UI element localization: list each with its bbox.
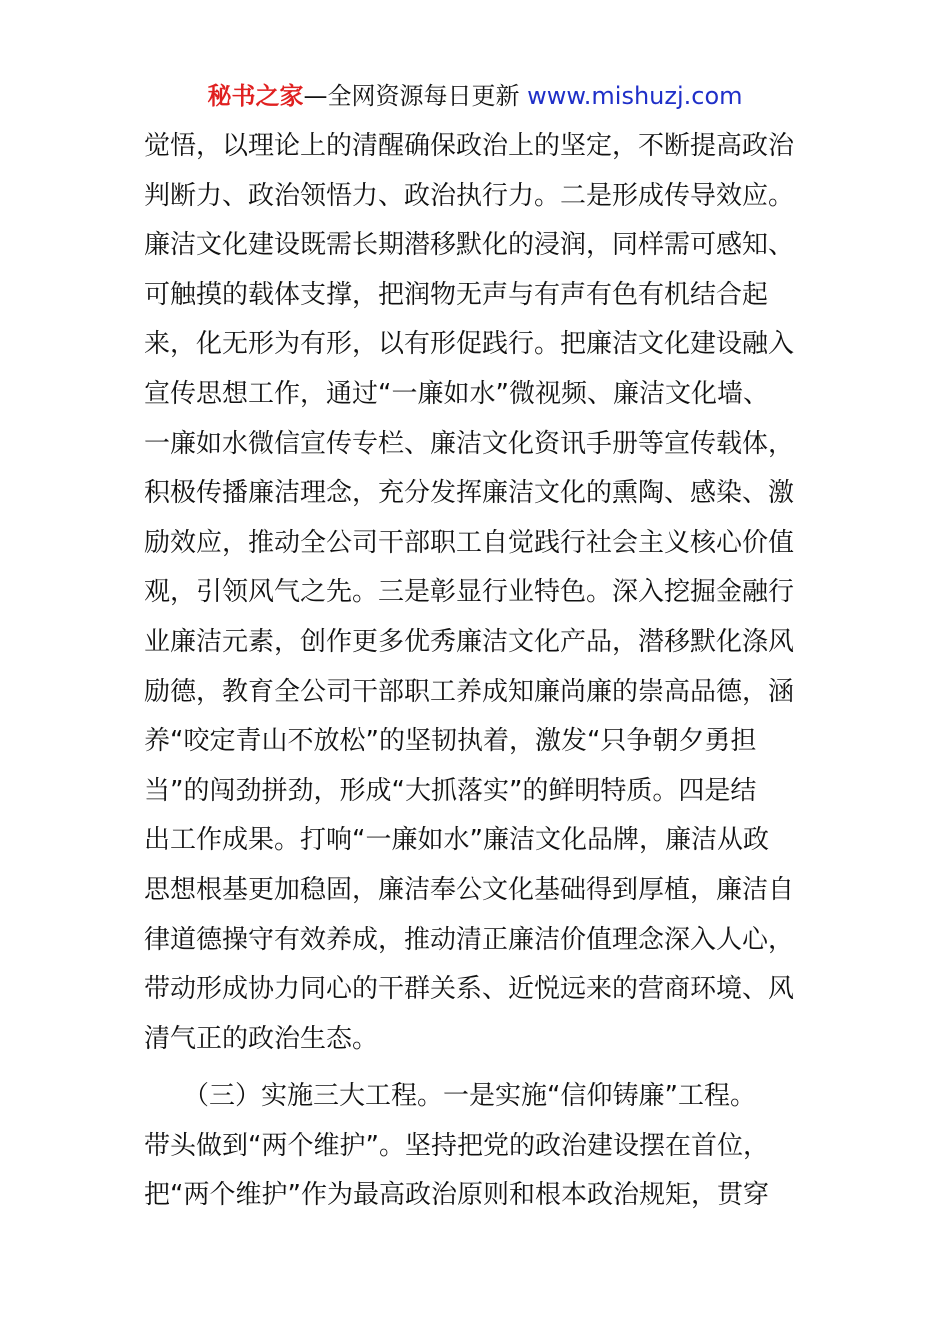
text-line: 出工作成果。打响“一廉如水”廉洁文化品牌，廉洁从政 [144,825,769,856]
text-line: 一廉如水微信宣传专栏、廉洁文化资讯手册等宣传载体， [144,428,795,459]
header-tagline: —全网资源每日更新 [303,82,520,110]
text-line: 思想根基更加稳固，廉洁奉公文化基础得到厚植，廉洁自 [144,874,795,905]
text-line: 觉悟，以理论上的清醒确保政治上的坚定，不断提高政治 [144,131,795,161]
text-line: 观，引领风气之先。三是彰显行业特色。深入挖掘金融行 [144,577,795,608]
text-line: 养“咬定青山不放松”的坚韧执着，激发“只争朝夕勇担 [144,726,757,757]
header-brand: 秘书之家 [207,82,304,110]
text-line: 来，化无形为有形，以有形促践行。把廉洁文化建设融入 [144,329,795,360]
text-line: 清气正的政治生态。 [144,1023,379,1054]
text-line: 当”的闯劲拼劲，形成“大抓落实”的鲜明特质。四是结 [144,775,757,806]
text-line: （三）实施三大工程。一是实施“信仰铸廉”工程。 [144,1081,756,1112]
document-body [144,122,809,1221]
text-line: 业廉洁元素，创作更多优秀廉洁文化产品，潜移默化涤风 [144,626,795,657]
text-line: 带动形成协力同心的干群关系、近悦远来的营商环境、风 [144,974,795,1005]
text-line: 带头做到“两个维护”。坚持把党的政治建设摆在首位， [144,1130,769,1161]
text-line: 廉洁文化建设既需长期潜移默化的浸润，同样需可感知、 [144,230,795,261]
text-line: 宣传思想工作，通过“一廉如水”微视频、廉洁文化墙、 [144,378,769,409]
paragraph-1 [144,122,809,1064]
text-line: 判断力、政治领悟力、政治执行力。二是形成传导效应。 [144,180,795,211]
text-line: 积极传播廉洁理念，充分发挥廉洁文化的熏陶、感染、激 [144,478,795,509]
text-line: 律道德操守有效养成，推动清正廉洁价值理念深入人心， [144,924,795,955]
paragraph-2 [144,1072,809,1221]
text-line: 可触摸的载体支撑，把润物无声与有声有色有机结合起 [144,279,769,310]
text-line: 把“两个维护”作为最高政治原则和根本政治规矩，贯穿 [144,1180,769,1211]
page-header [0,80,950,112]
header-url-link[interactable]: www.mishuzj.com [527,82,743,110]
text-line: 励德，教育全公司干部职工养成知廉尚廉的崇高品德，涵 [144,676,795,707]
text-line: 励效应，推动全公司干部职工自觉践行社会主义核心价值 [144,527,795,558]
